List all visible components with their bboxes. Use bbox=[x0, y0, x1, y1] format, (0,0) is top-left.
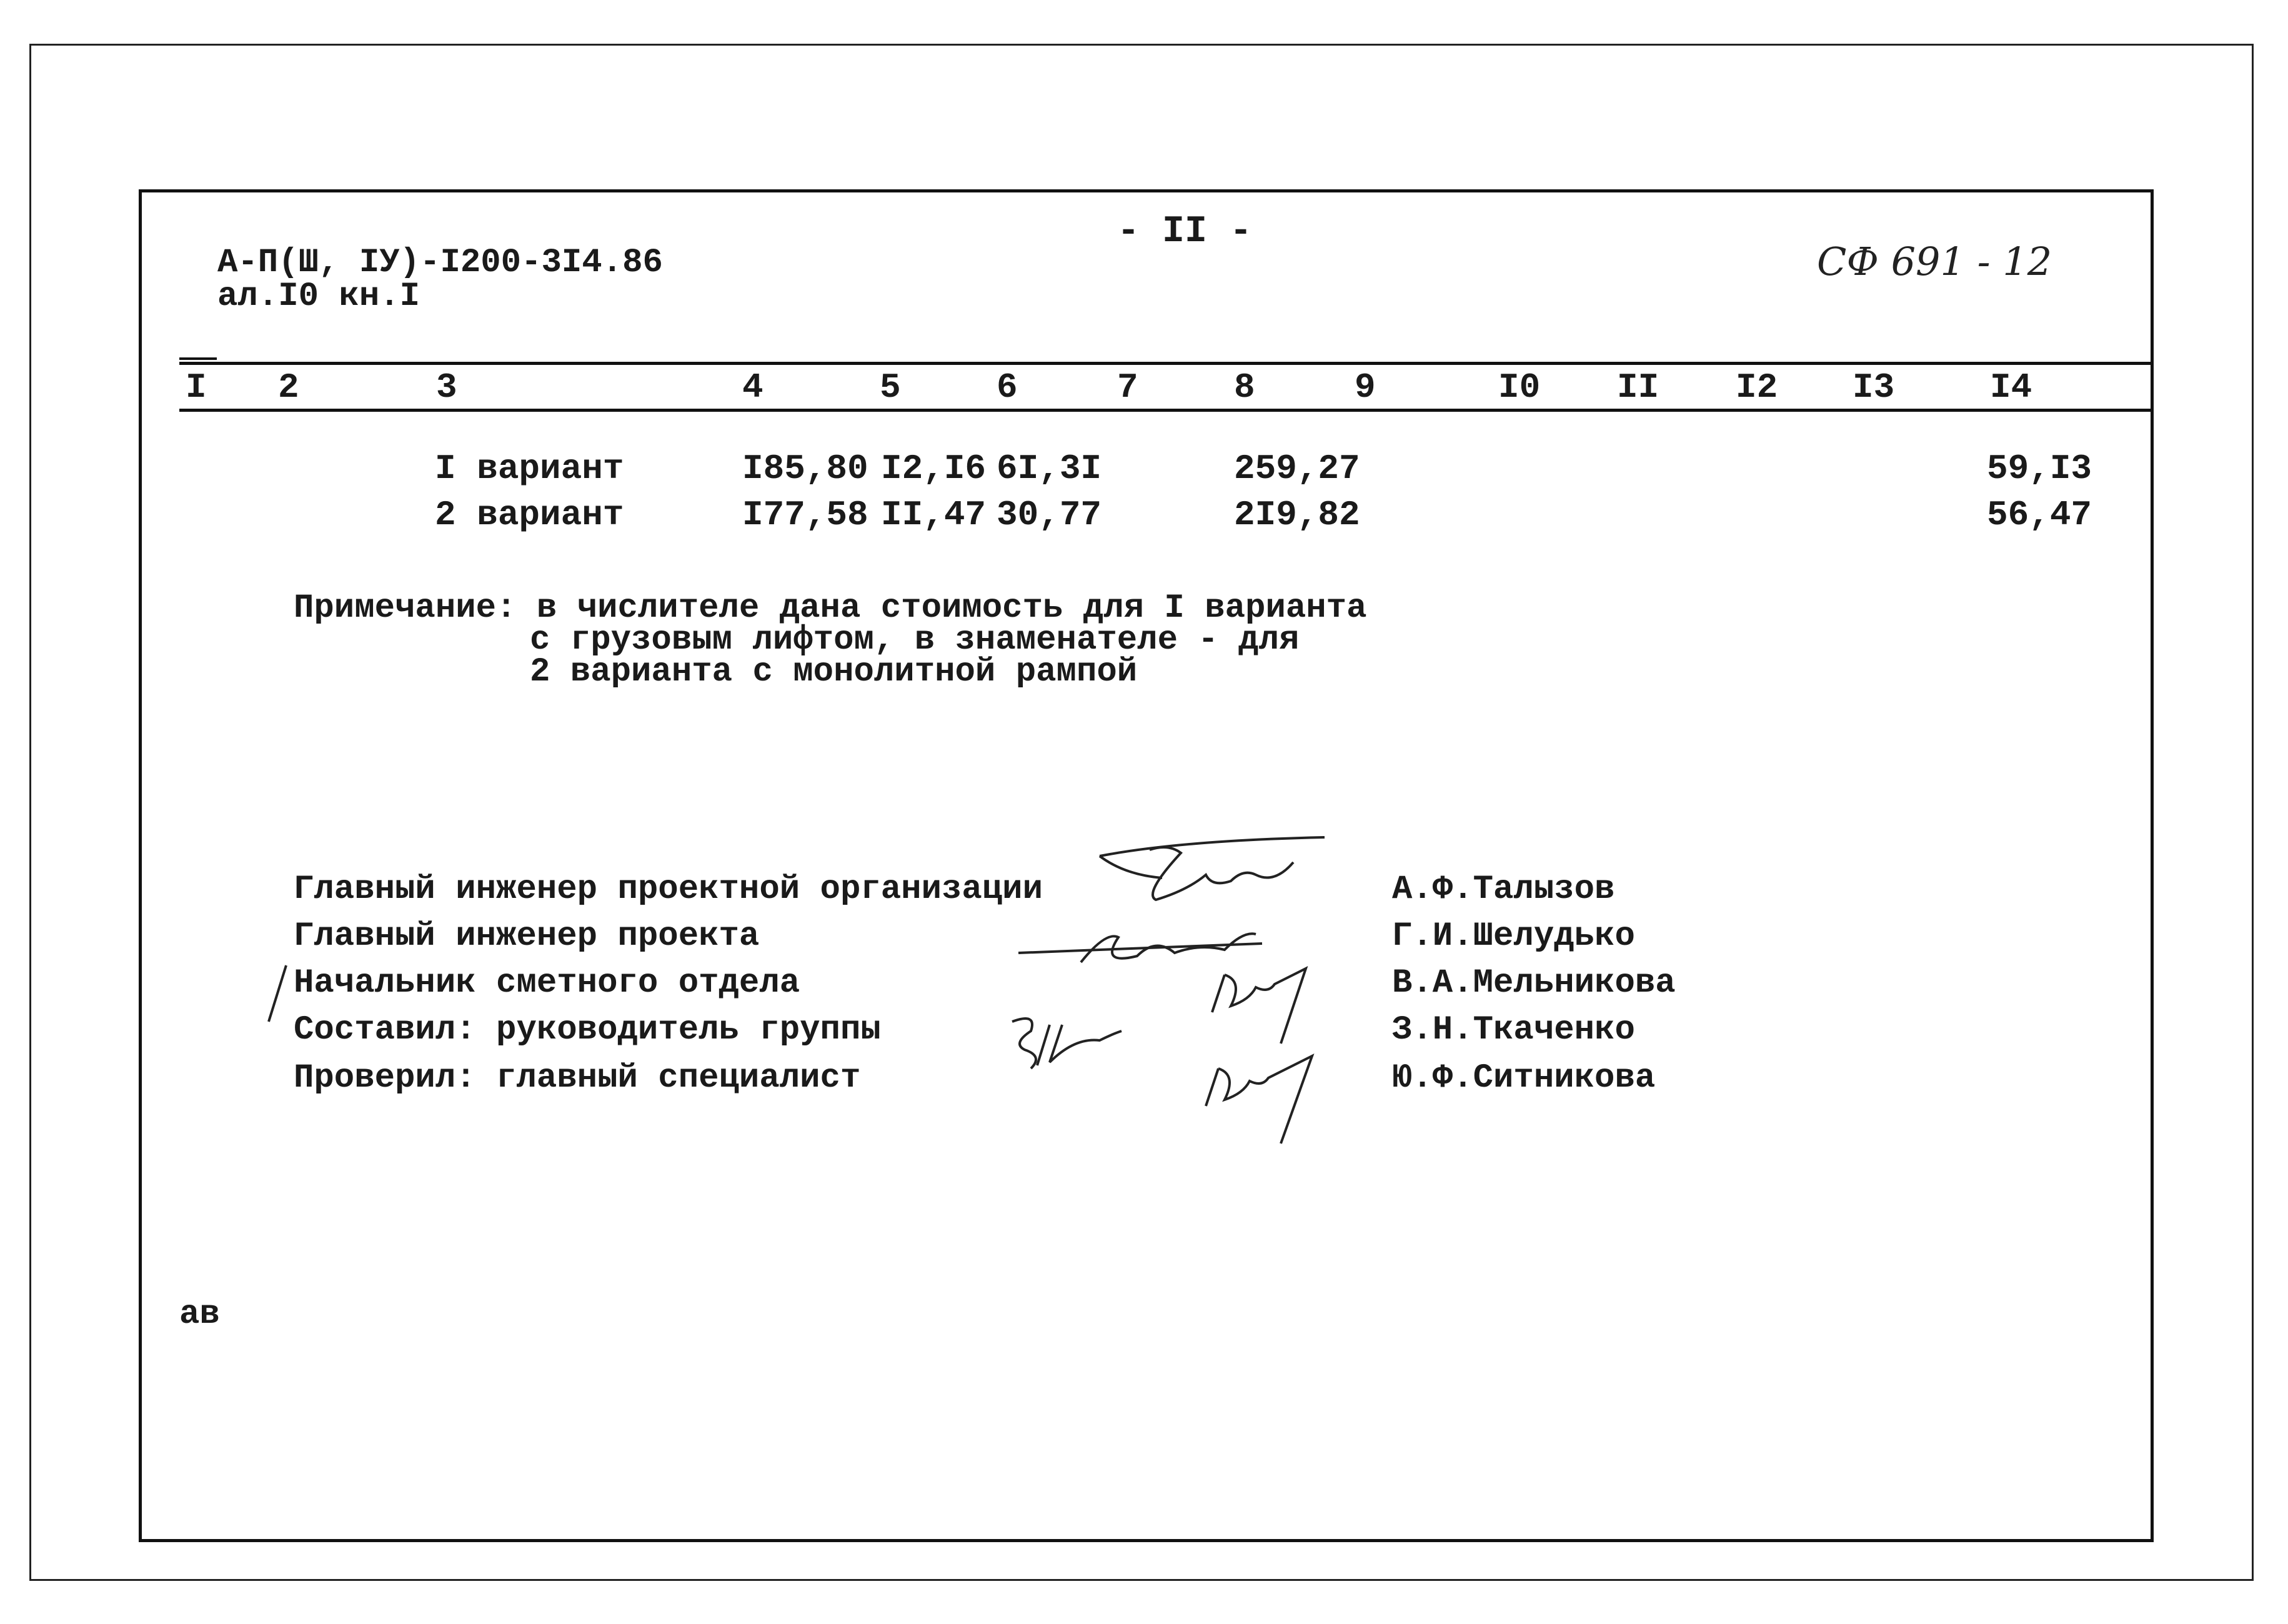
signature-3 bbox=[1200, 962, 1325, 1050]
col-header-13: I3 bbox=[1853, 367, 1895, 407]
col-header-9: 9 bbox=[1355, 367, 1376, 407]
cell-col14: 56,47 bbox=[1987, 495, 2092, 535]
sign-name-4: З.Н.Ткаченко bbox=[1392, 1011, 1635, 1049]
col-header-1: I bbox=[186, 367, 207, 407]
row-name: I вариант bbox=[435, 449, 624, 489]
table-top-rule bbox=[179, 362, 2151, 365]
col-header-6: 6 bbox=[997, 367, 1018, 407]
cell-col6: 6I,3I bbox=[997, 449, 1102, 489]
album-info: ал.I0 кн.I bbox=[217, 277, 420, 316]
sign-name-1: А.Ф.Талызов bbox=[1392, 870, 1615, 909]
margin-slash-mark bbox=[262, 962, 294, 1025]
cell-col14: 59,I3 bbox=[1987, 449, 2092, 489]
sign-role-2: Главный инженер проекта bbox=[294, 917, 760, 955]
col-header-10: I0 bbox=[1498, 367, 1541, 407]
doc-code: А-П(Ш, IУ)-I200-3I4.86 bbox=[217, 244, 663, 282]
note-line-1: Примечание: в числителе дана стоимость для I варианта bbox=[294, 589, 1367, 627]
col-header-3: 3 bbox=[436, 367, 457, 407]
sign-role-4: Составил: руководитель группы bbox=[294, 1011, 881, 1049]
cell-col5: I2,I6 bbox=[881, 449, 987, 489]
sign-role-5: Проверил: главный специалист bbox=[294, 1059, 861, 1097]
col-header-2: 2 bbox=[278, 367, 299, 407]
cell-col5: II,47 bbox=[881, 495, 987, 535]
col-header-12: I2 bbox=[1736, 367, 1778, 407]
signature-5 bbox=[1193, 1044, 1325, 1150]
cell-col8: 259,27 bbox=[1234, 449, 1360, 489]
cell-col8: 2I9,82 bbox=[1234, 495, 1360, 535]
page-number: - II - bbox=[1117, 211, 1253, 253]
col-header-5: 5 bbox=[880, 367, 901, 407]
col-header-11: II bbox=[1617, 367, 1659, 407]
note-line-3: 2 варианта с монолитной рампой bbox=[530, 653, 1138, 691]
footer-mark: ав bbox=[179, 1295, 220, 1333]
signature-4 bbox=[1006, 1006, 1131, 1075]
col-header-7: 7 bbox=[1117, 367, 1138, 407]
col-header-14: I4 bbox=[1990, 367, 2032, 407]
handwritten-stamp: СФ 691 - 12 bbox=[1817, 239, 2052, 284]
table-header-bottom-rule bbox=[179, 409, 2151, 412]
header-rule-mark bbox=[179, 357, 217, 360]
cell-col4: I77,58 bbox=[742, 495, 868, 535]
col-header-4: 4 bbox=[742, 367, 763, 407]
row-name: 2 вариант bbox=[435, 495, 624, 535]
sign-name-3: В.А.Мельникова bbox=[1392, 964, 1676, 1002]
cell-col6: 30,77 bbox=[997, 495, 1102, 535]
signature-1 bbox=[1087, 831, 1337, 919]
sign-name-2: Г.И.Шелудько bbox=[1392, 917, 1635, 955]
cell-col4: I85,80 bbox=[742, 449, 868, 489]
sign-name-5: Ю.Ф.Ситникова bbox=[1392, 1059, 1656, 1097]
note-line-2: с грузовым лифтом, в знаменателе - для bbox=[530, 621, 1300, 659]
sign-role-1: Главный инженер проектной организации bbox=[294, 870, 1043, 909]
sign-role-3: Начальник сметного отдела bbox=[294, 964, 800, 1002]
col-header-8: 8 bbox=[1234, 367, 1255, 407]
